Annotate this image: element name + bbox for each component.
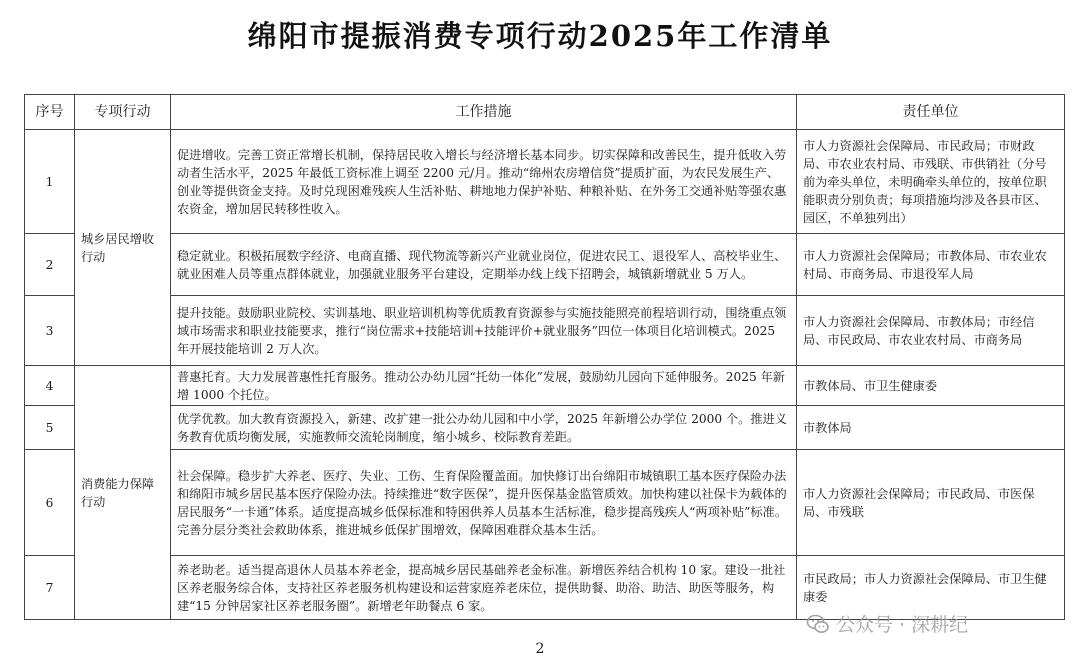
- measure-cell: 普惠托育。大力发展普惠性托育服务。推动公办幼儿园“托幼一体化”发展，鼓励幼儿园向下延伸服务。2025 年新增 1000 个托位。: [171, 366, 797, 406]
- watermark-text: 公众号 · 深耕纪: [836, 614, 969, 636]
- table-row: [25, 450, 1065, 556]
- row-number: 2: [25, 234, 75, 296]
- table-row: [25, 296, 1065, 366]
- page-title: 绵阳市提振消费专项行动2025年工作清单: [247, 19, 833, 53]
- measure-cell: 社会保障。稳步扩大养老、医疗、失业、工伤、生育保险覆盖面。加快修订出台绵阳市城镇职工基本医疗保险办法和绵阳市城乡居民基本医疗保险办法。持续推进“数字医保”，提升医保基金监管质效。加快构建以社保卡为载体的居民服务“一卡通”体系。适度提高城乡低保标准和特困供养人员基本生活标准，稳步提高残疾人“两项补贴”标准。完善分层分类社会救助体系，推进城乡低保扩围增效，保障困难群众基本生活。: [171, 450, 797, 556]
- dept-cell: 市教体局: [797, 406, 1065, 450]
- row-number: 4: [25, 366, 75, 406]
- dept-cell: 市人力资源社会保障局、市教体局；市经信局、市民政局、市农业农村局、市商务局: [797, 296, 1065, 366]
- table-row: [25, 234, 1065, 296]
- task-group: 城乡居民增收行动: [75, 130, 171, 366]
- task-group: 消费能力保障行动: [75, 366, 171, 620]
- table-row: [25, 366, 1065, 406]
- dept-cell: 市人力资源社会保障局、市民政局；市财政局、市农业农村局、市残联、市供销社（分号前为牵头单位，未明确牵头单位的，按单位职能职责分别负责；每项措施均涉及各县市区、园区，不单独列出）: [797, 130, 1065, 234]
- watermark: [806, 610, 968, 637]
- header-dept: 责任单位: [797, 95, 1065, 130]
- table-header-row: [25, 95, 1065, 130]
- work-list-table: [24, 94, 1065, 620]
- row-number: 5: [25, 406, 75, 450]
- measure-cell: 优学优教。加大教育资源投入，新建、改扩建一批公办幼儿园和中小学，2025 年新增公办学位 2000 个。推进义务教育优质均衡发展，实施教师交流轮岗制度，缩小城乡、校际教育差距。: [171, 406, 797, 450]
- measure-cell: 提升技能。鼓励职业院校、实训基地、职业培训机构等优质教育资源参与实施技能照亮前程培训行动，围绕重点领域市场需求和职业技能要求，推行“岗位需求+技能培训+技能评价+就业服务”四位一体项目化培训模式。2025 年开展技能培训 2 万人次。: [171, 296, 797, 366]
- measure-cell: 养老助老。适当提高退休人员基本养老金，提高城乡居民基础养老金标准。新增医养结合机构 10 家。建设一批社区养老服务综合体，支持社区养老服务机构建设和运营家庭养老床位，提供助餐、助浴、助洁、助医等服务，构建“15 分钟居家社区养老服务圈”。新增老年助餐点 6 家。: [171, 556, 797, 620]
- row-number: 6: [25, 450, 75, 556]
- row-number: 1: [25, 130, 75, 234]
- row-number: 7: [25, 556, 75, 620]
- dept-cell: 市人力资源社会保障局；市教体局、市农业农村局、市商务局、市退役军人局: [797, 234, 1065, 296]
- dept-cell: 市人力资源社会保障局；市民政局、市医保局、市残联: [797, 450, 1065, 556]
- measure-cell: 稳定就业。积极拓展数字经济、电商直播、现代物流等新兴产业就业岗位，促进农民工、退役军人、高校毕业生、就业困难人员等重点群体就业，加强就业服务平台建设，定期举办线上线下招聘会，城镇新增就业 5 万人。: [171, 234, 797, 296]
- table-row: [25, 406, 1065, 450]
- table-row: [25, 130, 1065, 234]
- row-number: 3: [25, 296, 75, 366]
- measure-cell: 促进增收。完善工资正常增长机制，保持居民收入增长与经济增长基本同步。切实保障和改善民生，提升低收入劳动者生活水平，2025 年最低工资标准上调至 2200 元/月。推动“绵州农房增信贷”提质扩面，为农民发展生产、创业等提供资金支持。及时兑现困难残疾人生活补贴、耕地地力保护补贴、种粮补贴、在外务工交通补贴等强农惠农资金，增加居民转移性收入。: [171, 130, 797, 234]
- page-number: 2: [535, 641, 545, 657]
- header-no: 序号: [25, 95, 75, 130]
- dept-cell: 市教体局、市卫生健康委: [797, 366, 1065, 406]
- header-measures: 工作措施: [171, 95, 797, 130]
- header-task: 专项行动: [75, 95, 171, 130]
- dept-cell: 市民政局；市人力资源社会保障局、市卫生健康委: [797, 556, 1065, 620]
- wechat-icon: [806, 612, 830, 636]
